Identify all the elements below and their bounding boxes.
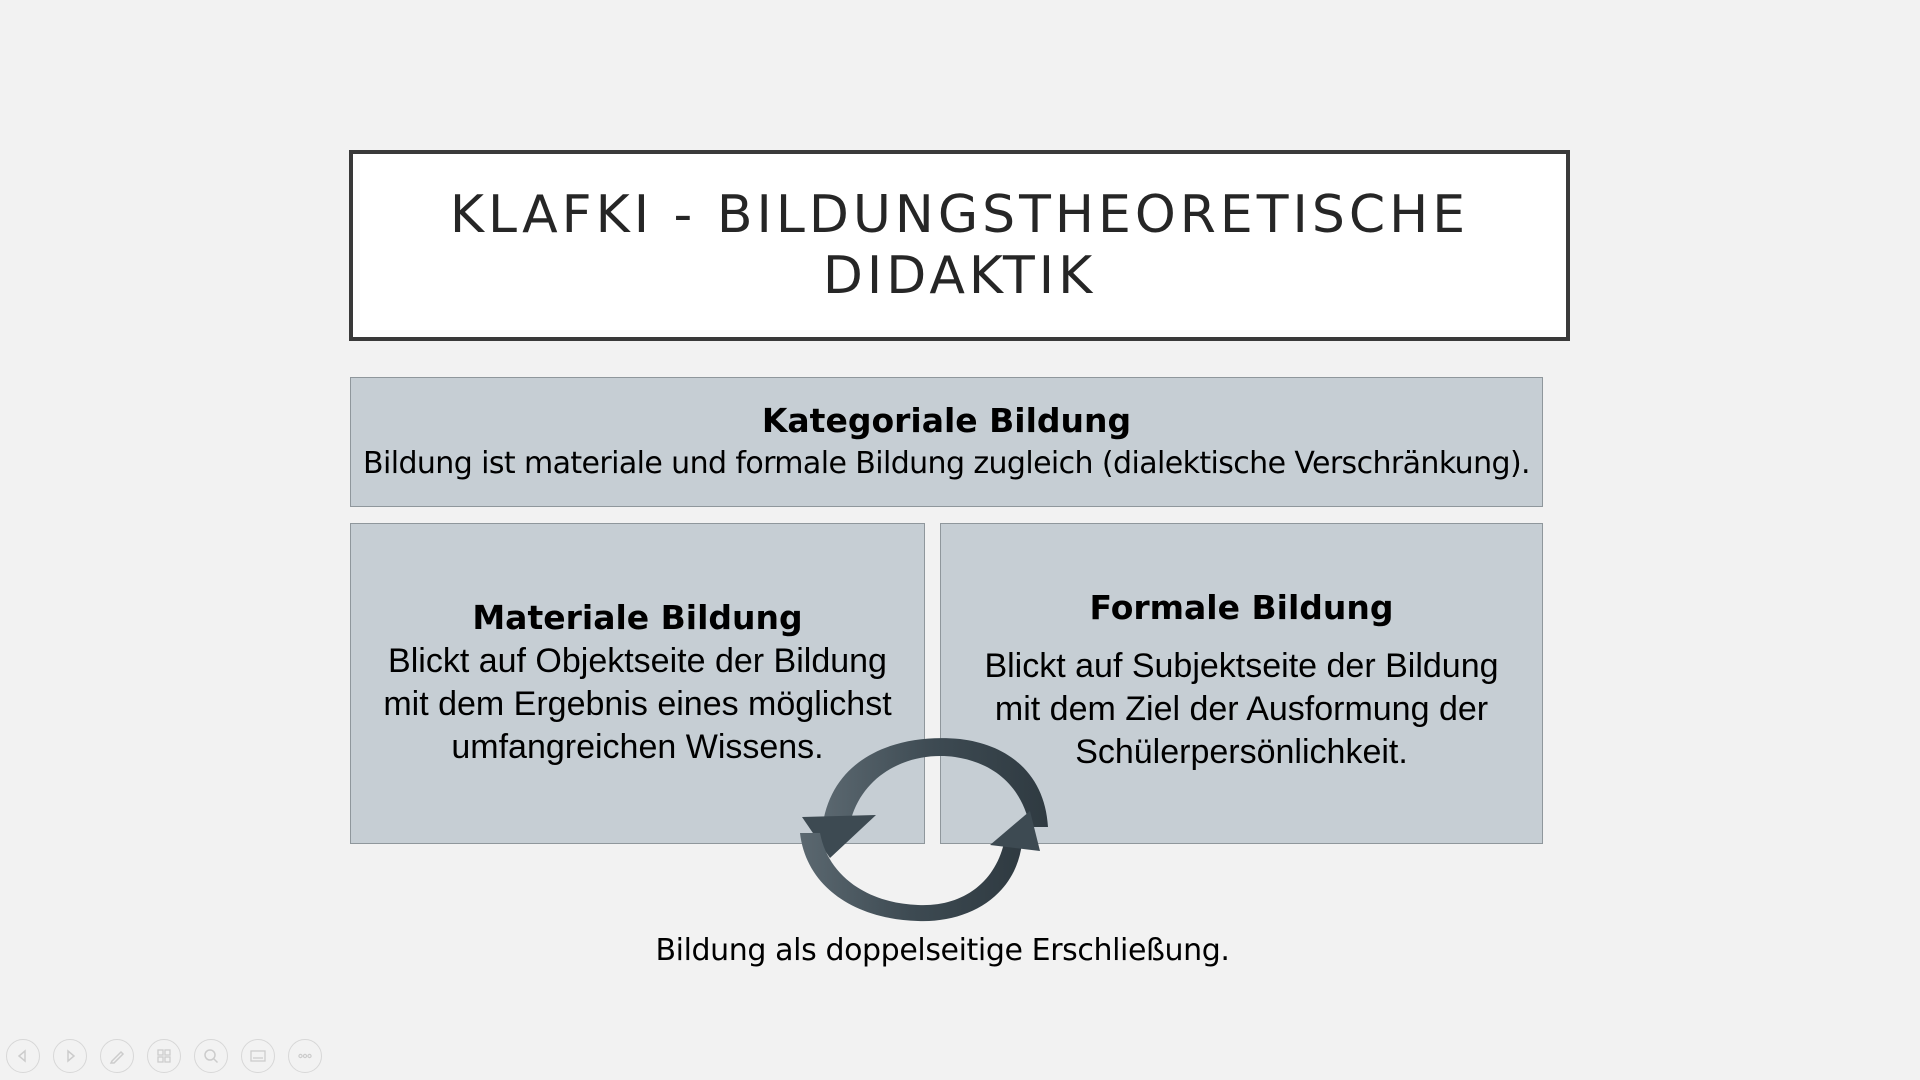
formale-bildung-heading: Formale Bildung — [1089, 588, 1394, 627]
formale-bildung-line-3: Schülerpersönlichkeit. — [1075, 733, 1408, 771]
slide-caption: Bildung als doppelseitige Erschließung. — [655, 933, 1230, 968]
slide-title-line-2: DIDAKTIK — [822, 245, 1097, 306]
zoom-icon — [201, 1046, 221, 1066]
pen-button[interactable] — [100, 1039, 134, 1073]
title-box — [349, 150, 1570, 341]
next-slide-button[interactable] — [53, 1039, 87, 1073]
materiale-bildung-heading: Materiale Bildung — [472, 598, 803, 637]
kategoriale-bildung-box — [350, 377, 1543, 507]
slides-grid-icon — [154, 1046, 174, 1066]
subtitles-button[interactable] — [241, 1039, 275, 1073]
subtitles-icon — [248, 1046, 268, 1066]
cycle-arrows-icon — [790, 735, 1055, 925]
materiale-bildung-line-1: Blickt auf Objektseite der Bildung — [388, 642, 887, 680]
more-options-icon — [295, 1046, 315, 1066]
more-options-button[interactable] — [288, 1039, 322, 1073]
previous-slide-button[interactable] — [6, 1039, 40, 1073]
materiale-bildung-line-3: umfangreichen Wissens. — [451, 728, 824, 766]
materiale-bildung-line-2: mit dem Ergebnis eines möglichst — [383, 685, 892, 723]
formale-bildung-line-1: Blickt auf Subjektseite der Bildung — [984, 647, 1499, 685]
formale-bildung-line-2: mit dem Ziel der Ausformung der — [994, 690, 1489, 728]
previous-slide-icon — [13, 1046, 33, 1066]
zoom-button[interactable] — [194, 1039, 228, 1073]
pen-icon — [107, 1046, 127, 1066]
kategoriale-bildung-text: Bildung ist materiale und formale Bildung zugleich (dialektische Verschränkung). — [363, 446, 1530, 481]
next-slide-icon — [60, 1046, 80, 1066]
kategoriale-bildung-heading: Kategoriale Bildung — [761, 401, 1132, 440]
slide-title-line-1: KLAFKI - BILDUNGSTHEORETISCHE — [449, 184, 1470, 245]
presentation-controls — [6, 1039, 322, 1073]
slides-grid-button[interactable] — [147, 1039, 181, 1073]
